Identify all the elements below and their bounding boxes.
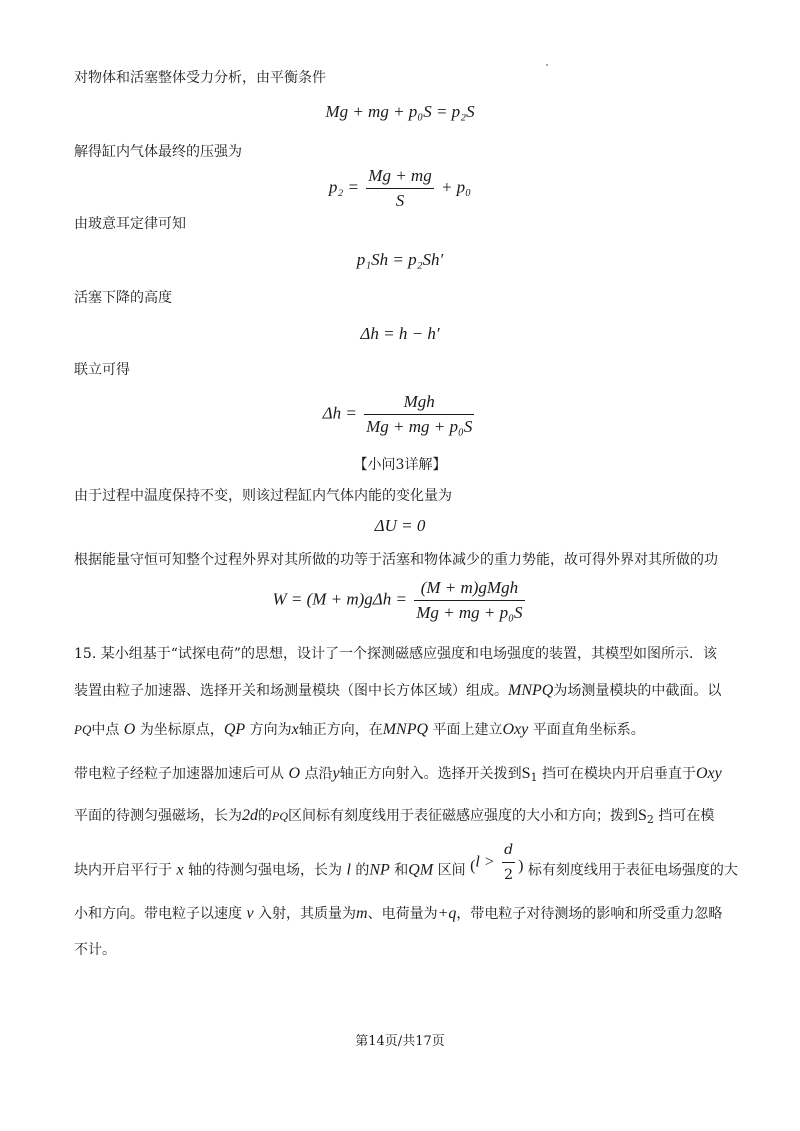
paren-right: ) [518, 857, 524, 875]
problem-text: 的 [355, 862, 370, 879]
fraction-denominator: Mg + mg + p₀S [366, 417, 473, 436]
math-var: O [288, 765, 301, 782]
fraction-numerator: d [502, 840, 515, 863]
math-var: S [521, 765, 531, 782]
fraction-numerator: (M + m)gMgh [414, 578, 524, 601]
problem-text: 挡可在模 [658, 808, 715, 824]
math-var: O [123, 721, 136, 738]
problem-line [74, 764, 722, 788]
math-var: PQ [74, 722, 92, 737]
problem-text: 入射，其质量为 [258, 906, 357, 922]
math-var: +q [437, 905, 457, 922]
math-var: Oxy [502, 721, 529, 738]
math-var: 2d [242, 807, 258, 824]
problem-text: 15. 某小组基于“试探电荷”的思想，设计了一个探测磁感应强度和电场强度的装置，其模型如图所示．该 [74, 646, 718, 662]
problem-text: 点沿 [304, 766, 333, 782]
equation-internal-energy [0, 516, 800, 536]
paren-left: ( [470, 857, 476, 875]
problem-text: 的 [258, 808, 272, 824]
problem-line [74, 681, 721, 701]
problem-text: 区间 [437, 862, 466, 879]
math-var: Oxy [695, 765, 722, 782]
problem-text: 和 [394, 862, 409, 879]
text-line: 联立可得 [74, 362, 130, 378]
problem-line [74, 720, 645, 740]
fraction-denominator: S [395, 191, 405, 210]
math-var: S [638, 807, 647, 824]
problem-line [74, 842, 738, 885]
interval-condition [470, 840, 523, 885]
page-footer: 第14页/共17页 [355, 1034, 445, 1049]
problem-line: 不计。 [74, 942, 116, 958]
fraction-numerator: Mgh [364, 392, 474, 415]
problem-text: 装置由粒子加速器、选择开关和场测量模块（图中长方体区域）组成。 [74, 683, 508, 699]
math-subscript: 2 [646, 813, 654, 826]
math-var: NP [369, 861, 390, 879]
problem-text: 、电荷量为 [367, 906, 438, 922]
equation-balance [0, 102, 800, 122]
fraction-numerator: Mg + mg [366, 166, 433, 189]
fraction-denominator: Mg + mg + p₀S [416, 603, 523, 622]
equation-delta-h [0, 392, 800, 437]
text-line: 对物体和活塞整体受力分析，由平衡条件 [74, 70, 326, 86]
math-var: QM [408, 861, 434, 879]
math-var: v [246, 905, 254, 922]
equation-height [0, 324, 800, 344]
math-var: m [356, 905, 368, 922]
problem-text: 带电粒子经粒子加速器加速后可从 [74, 766, 284, 782]
problem-text: 方向为 [249, 722, 292, 738]
equation-pressure [0, 166, 800, 211]
problem-text: 轴正方向，在 [298, 722, 383, 738]
math-var: x [291, 721, 299, 738]
problem-text: 为场测量模块的中截面。以 [553, 683, 722, 699]
problem-text: ，带电粒子对待测场的影响和所受重力忽略 [456, 906, 723, 922]
scan-speck [546, 64, 548, 66]
problem-text: 轴的待测匀强电场，长为 [188, 862, 343, 879]
problem-line [74, 904, 722, 924]
math-var: l [346, 861, 351, 879]
problem-text: 挡可在模块内开启垂直于 [541, 766, 696, 782]
math-var: QP [223, 721, 246, 738]
problem-text: 区间标有刻度线用于表征磁感应强度的大小和方向；拨到 [288, 808, 638, 824]
problem-text: 为坐标原点， [139, 722, 224, 738]
text-line: 活塞下降的高度 [74, 290, 172, 306]
math-var: MNPQ [508, 682, 554, 699]
math-subscript: 1 [530, 771, 538, 784]
math-var: MNPQ [382, 721, 429, 738]
text-line: 由玻意耳定律可知 [74, 216, 186, 232]
equation-text: ΔU = 0 [374, 516, 426, 535]
problem-text: 块内开启平行于 [74, 862, 172, 879]
text-line: 由于过程中温度保持不变，则该过程缸内气体内能的变化量为 [74, 488, 452, 504]
math-var: x [176, 861, 184, 879]
text-line: 根据能量守恒可知整个过程外界对其所做的功等于活塞和物体减少的重力势能，故可得外界对其所做的功 [74, 552, 718, 568]
problem-text: 平面直角坐标系。 [532, 722, 645, 738]
equation-text: Mg + mg + p₀S = p₂S [325, 102, 475, 121]
text-line: 解得缸内气体最终的压强为 [74, 144, 242, 160]
equation-boyle [0, 250, 800, 270]
math-var: PQ [272, 809, 288, 823]
fraction [414, 578, 524, 623]
fraction [502, 840, 515, 885]
equation-text: p₁Sh = p₂Sh′ [356, 250, 444, 269]
equation-lhs: W = (M + m)gΔh = [272, 589, 408, 609]
fraction [364, 392, 474, 437]
problem-line [74, 806, 714, 830]
problem-text: 平面上建立 [432, 722, 503, 738]
equation-lhs: Δh = [322, 403, 357, 423]
problem-text: 平面的待测匀强磁场，长为 [74, 808, 242, 824]
problem-line [74, 644, 717, 664]
problem-text: 小和方向。带电粒子以速度 [74, 906, 242, 922]
math-var: y [332, 765, 340, 782]
equation-work [0, 578, 800, 623]
equation-text: Δh = h − h′ [360, 324, 440, 343]
fraction-denominator: 2 [504, 867, 514, 883]
equation-lhs: p₂ = [328, 177, 360, 197]
problem-text: 标有刻度线用于表征电场强度的大 [527, 862, 738, 879]
fraction [366, 166, 433, 211]
problem-text: 中点 [91, 722, 120, 738]
problem-text: 轴正方向射入。选择开关拨到 [339, 766, 522, 782]
equation-tail: + p₀ [440, 177, 472, 197]
math-var: l > [475, 853, 495, 871]
section-heading: 【小问3详解】 [353, 457, 447, 473]
